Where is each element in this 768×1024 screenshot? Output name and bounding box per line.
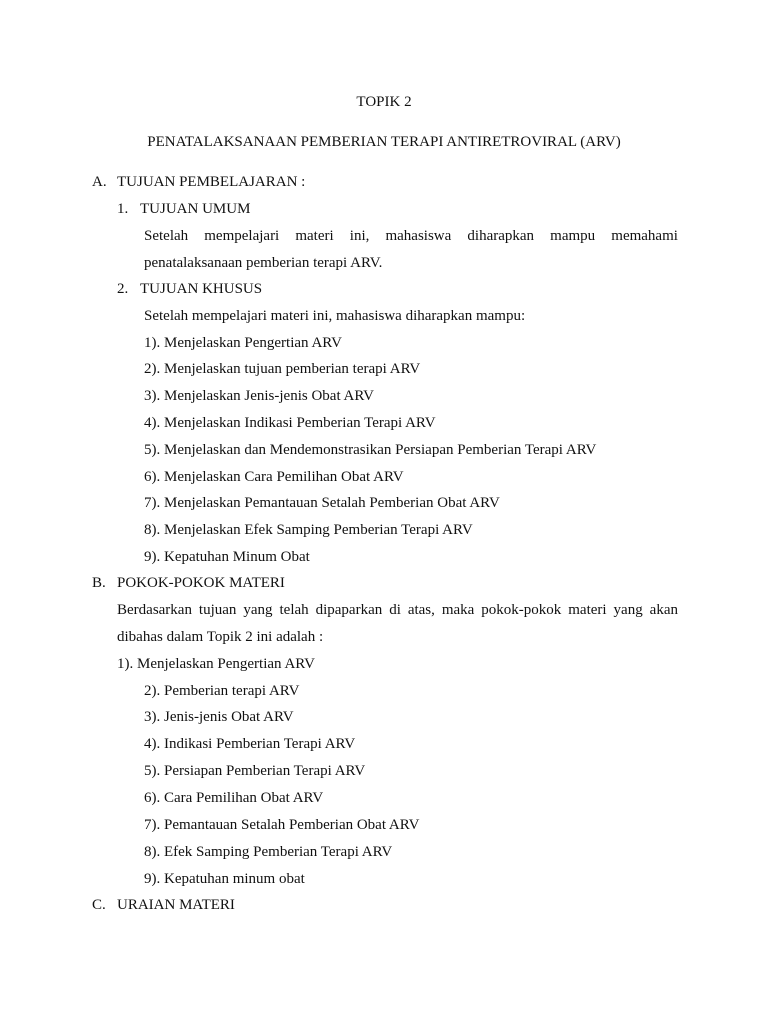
list-item: 2). Pemberian terapi ARV — [144, 683, 300, 699]
word: di — [389, 602, 401, 618]
word: materi — [568, 602, 607, 618]
word: tujuan — [198, 602, 237, 618]
word: diharapkan — [467, 228, 535, 244]
topic-label: TOPIK 2 — [356, 94, 412, 110]
list-item: 5). Persiapan Pemberian Terapi ARV — [144, 763, 366, 779]
khusus-marker: 2. — [117, 281, 129, 297]
word: akan — [649, 602, 678, 618]
list-item: 4). Menjelaskan Indikasi Pemberian Terapi ARV — [144, 415, 436, 431]
section-b-heading: POKOK-POKOK MATERI — [117, 575, 285, 591]
list-item: 8). Efek Samping Pemberian Terapi ARV — [144, 844, 393, 860]
word: mahasiswa — [385, 228, 452, 244]
word: Berdasarkan — [117, 602, 192, 618]
section-b-paragraph-line-2: dibahas dalam Topik 2 ini adalah : — [117, 629, 324, 645]
document-title: PENATALAKSANAAN PEMBERIAN TERAPI ANTIRETROVIRAL (ARV) — [147, 134, 621, 150]
word: ini, — [349, 228, 370, 244]
khusus-intro: Setelah mempelajari materi ini, mahasiswa diharapkan mampu: — [144, 308, 526, 324]
umum-heading: TUJUAN UMUM — [140, 201, 251, 217]
word: mampu — [550, 228, 596, 244]
list-item: 7). Pemantauan Setalah Pemberian Obat ARV — [144, 817, 420, 833]
list-item: 6). Cara Pemilihan Obat ARV — [144, 790, 324, 806]
list-item: 1). Menjelaskan Pengertian ARV — [117, 656, 315, 672]
list-item: 4). Indikasi Pemberian Terapi ARV — [144, 736, 356, 752]
word: telah — [279, 602, 309, 618]
word: dipaparkan — [315, 602, 383, 618]
list-item: 9). Kepatuhan minum obat — [144, 871, 305, 887]
word: maka — [441, 602, 475, 618]
word: Setelah — [144, 228, 189, 244]
word: pokok-pokok — [481, 602, 562, 618]
list-item: 2). Menjelaskan tujuan pemberian terapi ARV — [144, 361, 421, 377]
list-item: 9). Kepatuhan Minum Obat — [144, 549, 310, 565]
section-c-marker: C. — [92, 897, 106, 913]
word: yang — [243, 602, 273, 618]
section-a-marker: A. — [92, 174, 107, 190]
word: atas, — [407, 602, 435, 618]
list-item: 3). Jenis-jenis Obat ARV — [144, 709, 294, 725]
section-b-paragraph-line-1 — [117, 601, 678, 619]
word: mempelajari — [204, 228, 280, 244]
section-b-marker: B. — [92, 575, 106, 591]
list-item: 3). Menjelaskan Jenis-jenis Obat ARV — [144, 388, 375, 404]
section-c-heading: URAIAN MATERI — [117, 897, 235, 913]
word: memahami — [611, 228, 678, 244]
list-item: 5). Menjelaskan dan Mendemonstrasikan Persiapan Pemberian Terapi ARV — [144, 442, 597, 458]
word: materi — [295, 228, 334, 244]
khusus-heading: TUJUAN KHUSUS — [140, 281, 263, 297]
list-item: 1). Menjelaskan Pengertian ARV — [144, 335, 342, 351]
umum-paragraph-line-1 — [144, 227, 678, 245]
word: yang — [613, 602, 643, 618]
umum-marker: 1. — [117, 201, 129, 217]
list-item: 7). Menjelaskan Pemantauan Setalah Pemberian Obat ARV — [144, 495, 500, 511]
section-a-heading: TUJUAN PEMBELAJARAN : — [117, 174, 306, 190]
list-item: 8). Menjelaskan Efek Samping Pemberian Terapi ARV — [144, 522, 473, 538]
list-item: 6). Menjelaskan Cara Pemilihan Obat ARV — [144, 469, 404, 485]
umum-paragraph-line-2: penatalaksanaan pemberian terapi ARV. — [144, 255, 383, 271]
